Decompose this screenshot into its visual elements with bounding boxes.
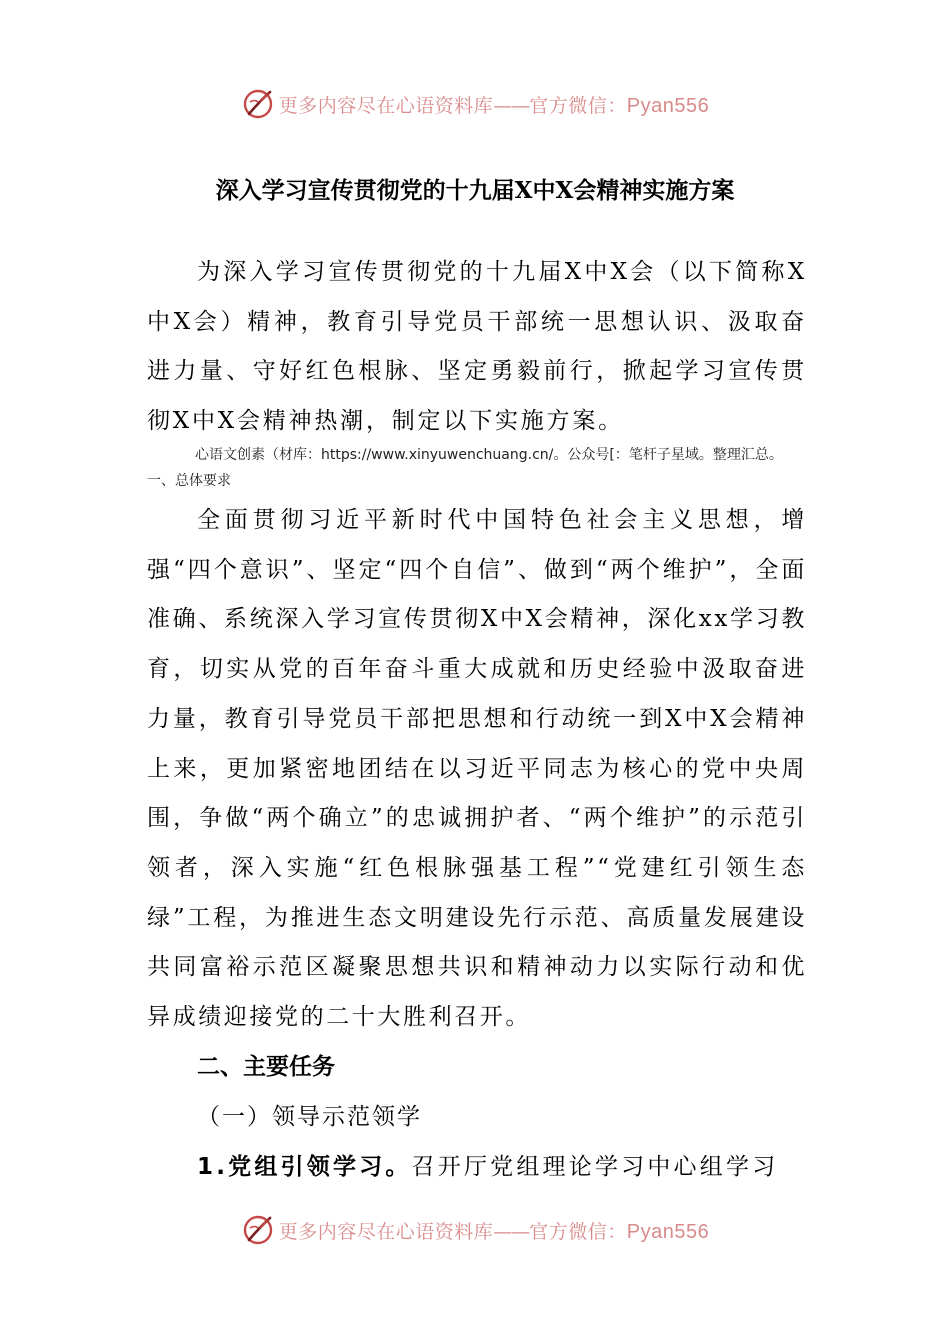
watermark-text — [279, 91, 710, 118]
watermark-cn-text: 更多内容尽在心语资料库 — [278, 94, 494, 117]
task-item-1-lead: 1.党组引领学习。 — [197, 1154, 412, 1180]
watermark-wechat-label: 官方微信： — [529, 94, 627, 117]
watermark-text — [279, 1217, 710, 1244]
watermark-wechat-id: Pyan556 — [626, 94, 710, 117]
watermark-dash: —— — [493, 94, 530, 117]
footer-watermark-banner — [0, 1210, 950, 1250]
intro-paragraph: 为深入学习宣传贯彻党的十九届X中X会（以下简称X中X会）精神，教育引导党员干部统一思想认识、汲取奋进力量、守好红色根脉、坚定勇毅前行，掀起学习宣传贯彻X中X会精神热潮，制定以下实施方案。 — [147, 259, 807, 435]
header-watermark-banner — [0, 84, 950, 124]
section-heading-main-tasks: 二、主要任务 — [197, 1054, 335, 1080]
task-item-1-text: 召开厅党组理论学习中心组学习 — [411, 1154, 779, 1180]
watermark-dash: —— — [493, 1220, 530, 1243]
overall-requirements-paragraph: 全面贯彻习近平新时代中国特色社会主义思想，增强“四个意识”、坚定“四个自信”、做到“两个维护”，全面准确、系统深入学习宣传贯彻X中X会精神，深化xx学习教育，切实从党的百年奋斗重大成就和历史经验中汲取奋进力量，教育引导党员干部把思想和行动统一到X中X会精神上来，更加紧密地团结在以习近平同志为核心的党中央周围，争做“两个确立”的忠诚拥护者、“两个维护”的示范引领者，深入实施“红色根脉强基工程”“党建红引领生态绿”工程，为推进生态文明建设先行示范、高质量发展建设共同富裕示范区凝聚思想共识和精神动力以实际行动和优异成绩迎接党的二十大胜利召开。 — [147, 507, 807, 1031]
document-title: 深入学习宣传贯彻党的十九届X中X会精神实施方案 — [215, 177, 735, 204]
task-item-1 — [197, 1148, 778, 1181]
watermark-wechat-label: 官方微信： — [529, 1220, 627, 1243]
subsection-heading-leadership: （一）领导示范领学 — [197, 1104, 422, 1130]
watermark-cn-text: 更多内容尽在心语资料库 — [278, 1220, 494, 1243]
source-note-paragraph: 心语文创素（材库：https://www.xinyuwenchuang.cn/。公众号[：笔杆子星域。整理汇总。一、总体要求 — [147, 447, 783, 489]
quill-logo-icon — [241, 87, 275, 121]
watermark-wechat-id: Pyan556 — [626, 1220, 710, 1243]
quill-logo-icon — [241, 1213, 275, 1247]
